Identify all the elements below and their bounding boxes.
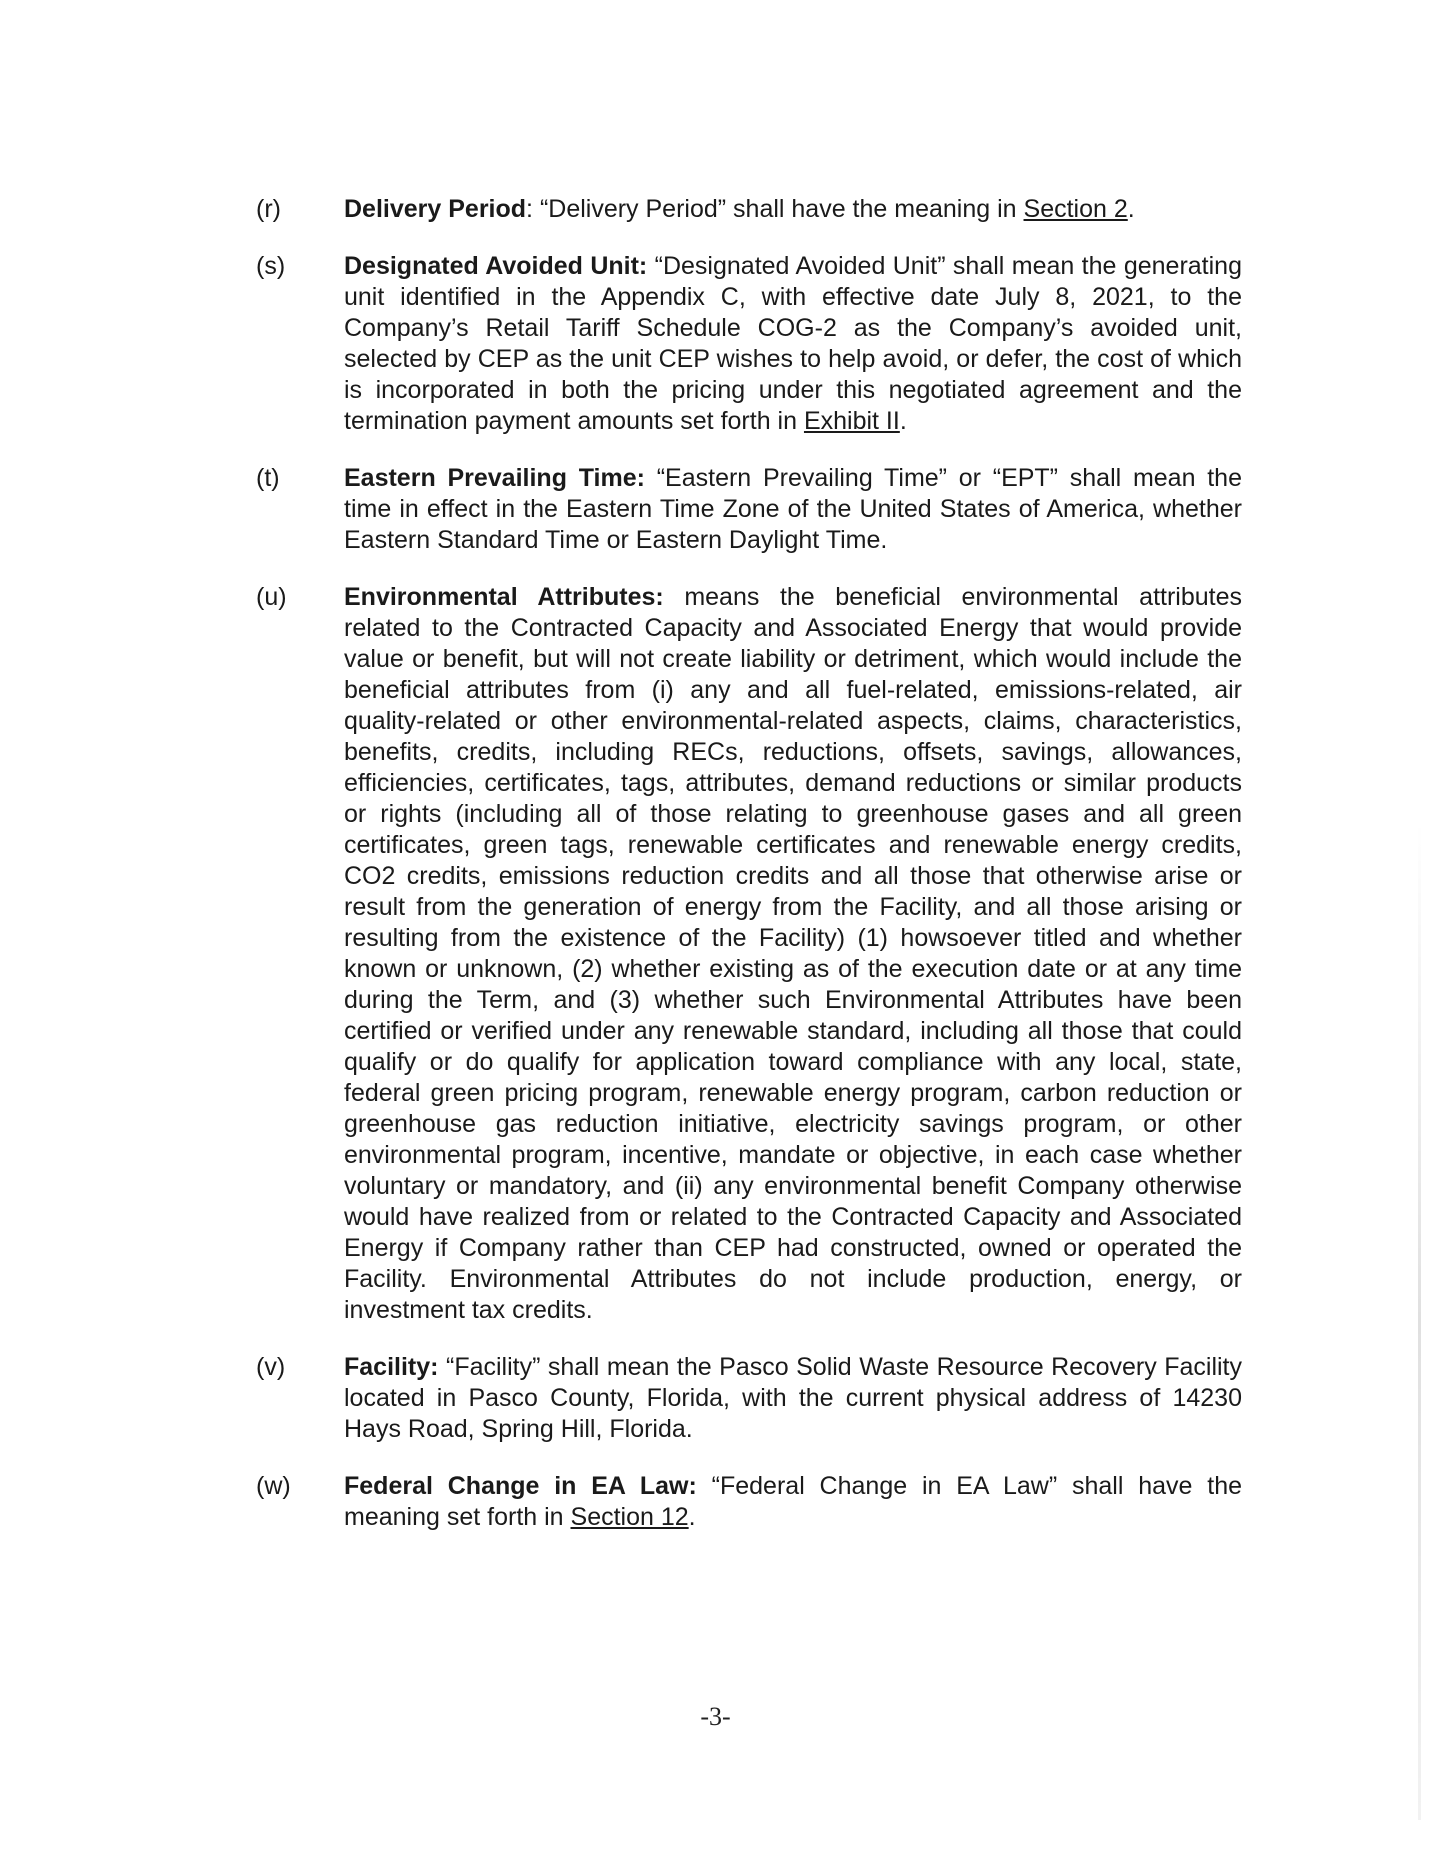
definition-text: “Eastern Prevailing Time” or “EPT” shall mean the time in effect in the Eastern Time Zone of the United States of America, whether Eastern Standard Time or Eastern Daylight Time.: [344, 464, 1242, 554]
definition-separator: [438, 1353, 446, 1381]
definition-term: Designated Avoided Unit:: [344, 252, 648, 280]
definition-separator: [647, 252, 654, 280]
definition-term: Environmental Attributes:: [344, 583, 664, 611]
definition-r: [256, 194, 1256, 225]
definition-term: Facility:: [344, 1353, 439, 1381]
definition-letter: (w): [256, 1472, 291, 1500]
definition-text: “Facility” shall mean the Pasco Solid Waste Resource Recovery Facility located in Pasco County, Florida, with the current physical address of 14230 Hays Road, Spring Hill, Florida.: [344, 1353, 1243, 1443]
definition-body: [344, 582, 1242, 1326]
definition-separator: [697, 1472, 712, 1500]
definition-term: Eastern Prevailing Time:: [344, 464, 645, 492]
definition-w: [256, 1471, 1256, 1533]
exhibit-ii-reference: Exhibit II: [803, 407, 900, 435]
definition-text: means the beneficial environmental attributes related to the Contracted Capacity and Associated Energy that would provide value or benefit, but will not create liability or detriment, which would include the beneficial attributes from (i) any and all fuel-related, emissions-related, air quality-related or other environmental-related aspects, claims, characteristics, benefits, credits, including RECs, reductions, offsets, savings, allowances, efficiencies, certificates, tags, attributes, demand reductions or similar products or rights (including all of those relating to greenhouse gases and all green certificates, green tags, renewable certificates and renewable energy credits, CO2 credits, emissions reduction credits and all those that otherwise arise or result from the generation of energy from the Facility, and all those arising or resulting from the existence of the Facility) (1) howsoever titled and whether known or unknown, (2) whether existing as of the execution date or at any time during the Term, and (3) whether such Environmental Attributes have been certified or verified under any renewable standard, including all those that could qualify or do qualify for application toward compliance with any local, state, federal green pricing program, renewable energy program, carbon reduction or greenhouse gas reduction initiative, electricity savings program, or other environmental program, incentive, mandate or objective, in each case whether voluntary or mandatory, and (ii) any environmental benefit Company otherwise would have realized from or related to the Contracted Capacity and Associated Energy if Company rather than CEP had constructed, owned or operated the Facility. Environmental Attributes do not include production, energy, or investment tax credits.: [344, 583, 1242, 1324]
definition-text: “Federal Change in EA Law” shall have the meaning set forth in: [344, 1472, 1243, 1531]
definition-t: [256, 463, 1256, 556]
page-number: -3-: [700, 1702, 731, 1731]
definitions-list: [256, 194, 1256, 1559]
definition-separator: [664, 583, 685, 611]
definition-term: Federal Change in EA Law:: [344, 1472, 697, 1500]
definition-separator: [645, 464, 657, 492]
definition-body: [344, 194, 1242, 225]
definition-body: [344, 1471, 1242, 1533]
definition-body: [344, 251, 1242, 437]
definition-letter: (r): [256, 195, 281, 223]
definition-text-end: .: [899, 407, 907, 435]
definition-text: “Delivery Period” shall have the meaning in: [539, 195, 1024, 223]
definition-letter: (u): [256, 583, 287, 611]
definition-letter: (v): [256, 1353, 286, 1381]
section-12-reference: Section 12: [570, 1503, 689, 1531]
section-2-reference: Section 2: [1023, 195, 1128, 223]
definition-s: [256, 251, 1256, 437]
definition-term: Delivery Period: [344, 195, 527, 223]
definition-text-end: .: [1127, 195, 1135, 223]
definition-text-end: .: [688, 1503, 696, 1531]
definition-text: “Designated Avoided Unit” shall mean the generating unit identified in the Appendix C, with effective date July 8, 2021, to the Company’s Retail Tariff Schedule COG-2 as the Company’s avoided unit, selected by CEP as the unit CEP wishes to help avoid, or defer, the cost of which is incorporated in both the pricing under this negotiated agreement and the termination payment amounts set forth in: [344, 252, 1242, 435]
definition-v: [256, 1352, 1256, 1445]
definition-body: [344, 1352, 1242, 1445]
definition-u: [256, 582, 1256, 1326]
definition-letter: (s): [256, 252, 286, 280]
definition-body: [344, 463, 1242, 556]
definition-separator: :: [526, 195, 540, 223]
scan-edge-shadow: [1418, 820, 1421, 1820]
definition-letter: (t): [256, 464, 280, 492]
